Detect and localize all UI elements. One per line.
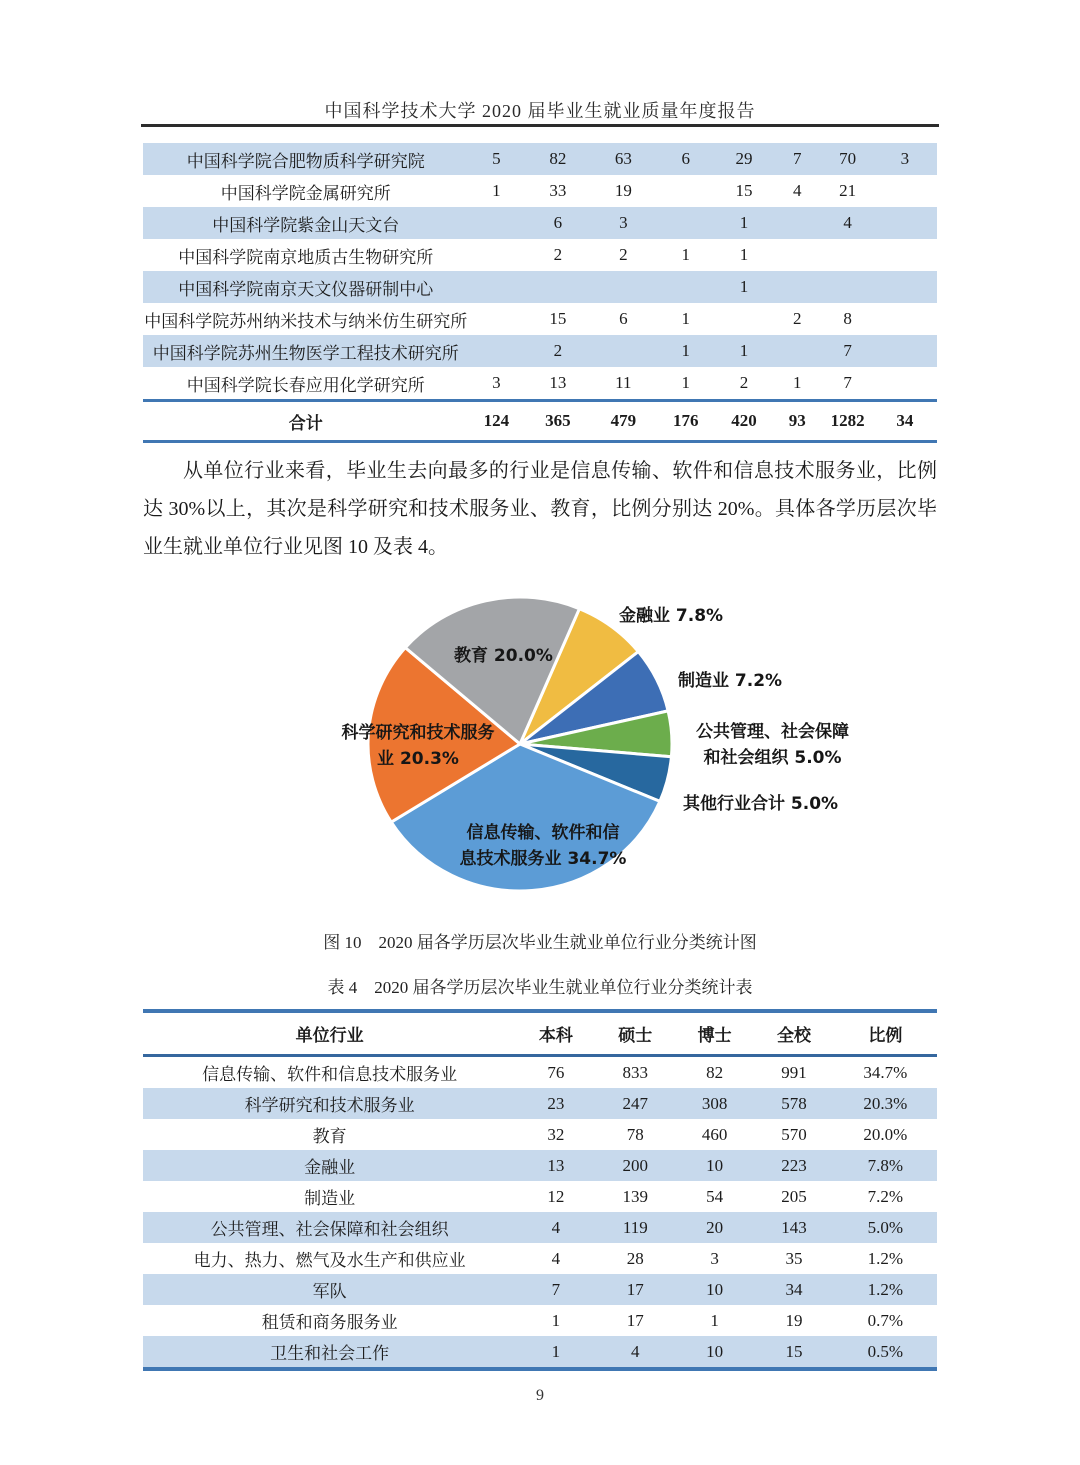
cell: 17 — [596, 1274, 675, 1305]
pie-label-line: 业 20.3% — [377, 749, 459, 769]
cell: 19 — [785, 1310, 803, 1330]
cell — [655, 175, 716, 207]
cell: 4 — [596, 1336, 675, 1369]
cell: 1 — [681, 309, 690, 328]
cell: 13 — [516, 1150, 595, 1181]
industry-name: 科学研究和技术服务业 — [143, 1088, 516, 1119]
cell — [873, 303, 937, 335]
cell: 15 — [754, 1336, 833, 1369]
table-row — [143, 143, 937, 175]
cell: 4 — [516, 1212, 595, 1243]
cell: 23 — [516, 1088, 595, 1119]
industry-name: 租赁和商务服务业 — [261, 1313, 398, 1332]
industry-name: 卫生和社会工作 — [143, 1336, 516, 1369]
pie-label-line: 息技术服务业 34.7% — [459, 849, 627, 869]
column-header: 本科 — [516, 1011, 595, 1056]
cell: 10 — [675, 1150, 754, 1181]
cell — [469, 271, 525, 303]
cell — [469, 207, 525, 239]
cell — [873, 271, 937, 303]
cell: 460 — [701, 1124, 728, 1144]
cell: 139 — [622, 1186, 649, 1206]
cell: 15 — [549, 309, 567, 328]
cell: 2 — [553, 245, 563, 264]
cell — [524, 271, 591, 303]
pie-label — [678, 668, 782, 694]
industry-name: 制造业 — [304, 1189, 356, 1208]
table-row — [143, 1181, 937, 1212]
pie-label-line: 公共管理、社会保障 — [696, 722, 849, 742]
cell: 991 — [781, 1062, 807, 1082]
column-header: 单位行业 — [143, 1011, 516, 1056]
table-row — [143, 1056, 937, 1089]
cell: 6 — [619, 309, 628, 328]
pie-label-line: 制造业 7.2% — [678, 671, 783, 691]
total-row — [143, 401, 937, 442]
cell: 1 — [681, 245, 690, 264]
cell: 205 — [781, 1186, 807, 1206]
cell: 5.0% — [834, 1212, 937, 1243]
cell: 7.2% — [867, 1186, 904, 1206]
table-row — [143, 367, 937, 401]
cell: 365 — [524, 401, 591, 442]
cell: 2 — [739, 373, 749, 392]
industry-name: 军队 — [143, 1274, 516, 1305]
cell: 223 — [754, 1150, 833, 1181]
cell: 1 — [681, 373, 690, 392]
cell — [772, 335, 823, 367]
cell: 21 — [839, 181, 857, 200]
cell — [873, 367, 937, 401]
table-row — [143, 1274, 937, 1305]
cell: 7.8% — [834, 1150, 937, 1181]
cell — [716, 303, 772, 335]
cell: 54 — [706, 1186, 724, 1206]
cell — [873, 207, 937, 239]
cell: 29 — [716, 143, 772, 175]
cell: 0.5% — [834, 1336, 937, 1369]
cell: 1.2% — [867, 1248, 904, 1268]
cell: 10 — [675, 1274, 754, 1305]
institute-name: 中国科学院紫金山天文台 — [143, 207, 469, 239]
table-row — [143, 271, 937, 303]
cell: 124 — [469, 401, 525, 442]
pie-label — [683, 791, 838, 817]
cell: 1 — [655, 335, 716, 367]
cell: 1 — [516, 1336, 595, 1369]
cell: 1 — [739, 245, 749, 264]
header-rule — [141, 124, 939, 127]
cell: 176 — [655, 401, 716, 442]
institutes-table-wrap — [143, 143, 937, 443]
cell: 5 — [469, 143, 525, 175]
table-row — [143, 335, 937, 367]
cell: 1 — [710, 1310, 719, 1330]
cell: 200 — [596, 1150, 675, 1181]
pie-label — [685, 719, 860, 771]
industry-table-header-row — [143, 1011, 937, 1056]
cell: 7 — [823, 335, 873, 367]
institute-name: 中国科学院南京天文仪器研制中心 — [143, 271, 469, 303]
cell: 2 — [619, 245, 628, 264]
pie-label-line: 科学研究和技术服务 — [341, 723, 495, 743]
table-row — [143, 239, 937, 271]
cell: 33 — [549, 181, 567, 200]
cell: 76 — [547, 1062, 565, 1082]
institute-name: 中国科学院苏州纳米技术与纳米仿生研究所 — [144, 311, 468, 331]
table-row — [143, 1119, 937, 1150]
cell: 35 — [785, 1248, 803, 1268]
cell: 34.7% — [863, 1062, 908, 1082]
cell: 32 — [547, 1124, 565, 1144]
cell: 3 — [873, 143, 937, 175]
table-caption: 表 4 2020 届各学历层次毕业生就业单位行业分类统计表 — [327, 978, 753, 997]
cell: 12 — [547, 1186, 565, 1206]
cell: 1 — [492, 181, 501, 200]
column-header: 比例 — [834, 1011, 937, 1056]
pie-label — [443, 820, 643, 872]
industry-table-body — [143, 1056, 937, 1370]
cell — [873, 175, 937, 207]
cell: 28 — [626, 1248, 644, 1268]
pie-label-line: 其他行业合计 5.0% — [683, 794, 839, 814]
cell: 20.3% — [834, 1088, 937, 1119]
institute-name: 中国科学院合肥物质科学研究院 — [143, 143, 469, 175]
cell — [469, 335, 525, 367]
total-label: 合计 — [143, 401, 469, 442]
cell: 78 — [626, 1124, 644, 1144]
industry-name: 教育 — [312, 1127, 347, 1146]
cell: 143 — [754, 1212, 833, 1243]
cell: 420 — [716, 401, 772, 442]
cell: 82 — [706, 1062, 724, 1082]
industry-name: 金融业 — [143, 1150, 516, 1181]
cell: 13 — [549, 373, 567, 392]
cell: 1 — [716, 207, 772, 239]
cell: 19 — [614, 181, 632, 200]
industry-name: 电力、热力、燃气及水生产和供应业 — [193, 1251, 466, 1270]
pie-label — [333, 720, 503, 772]
cell: 3 — [592, 207, 656, 239]
pie-label-line: 信息传输、软件和信 — [466, 823, 620, 843]
cell: 4 — [551, 1248, 561, 1268]
cell: 82 — [524, 143, 591, 175]
cell: 20 — [675, 1212, 754, 1243]
cell — [873, 335, 937, 367]
institutes-table — [143, 143, 937, 443]
table-row — [143, 1305, 937, 1336]
cell — [655, 207, 716, 239]
cell: 3 — [710, 1248, 719, 1268]
cell: 570 — [781, 1124, 807, 1144]
industry-table — [143, 1009, 937, 1371]
cell: 247 — [596, 1088, 675, 1119]
cell: 7 — [516, 1274, 595, 1305]
pie-chart — [143, 575, 937, 920]
cell: 15 — [735, 181, 753, 200]
cell: 0.7% — [867, 1310, 904, 1330]
cell: 7 — [772, 143, 823, 175]
table-row — [143, 1336, 937, 1369]
cell: 479 — [592, 401, 656, 442]
cell — [469, 303, 525, 335]
cell: 1.2% — [834, 1274, 937, 1305]
cell — [592, 335, 656, 367]
cell: 119 — [596, 1212, 675, 1243]
cell: 1282 — [823, 401, 873, 442]
cell: 308 — [675, 1088, 754, 1119]
cell: 3 — [492, 373, 501, 392]
cell — [873, 239, 937, 271]
column-header: 博士 — [675, 1011, 754, 1056]
cell — [655, 271, 716, 303]
cell: 11 — [615, 373, 632, 392]
cell: 93 — [772, 401, 823, 442]
cell: 17 — [626, 1310, 644, 1330]
pie-label-line: 金融业 7.8% — [619, 606, 724, 626]
cell — [823, 239, 873, 271]
cell: 833 — [622, 1062, 649, 1082]
institute-name: 中国科学院金属研究所 — [220, 183, 391, 203]
column-header: 硕士 — [596, 1011, 675, 1056]
cell: 6 — [524, 207, 591, 239]
table-row — [143, 207, 937, 239]
cell: 8 — [843, 309, 852, 328]
cell: 34 — [873, 401, 937, 442]
cell: 4 — [792, 181, 802, 200]
institute-name: 中国科学院长春应用化学研究所 — [186, 375, 425, 395]
industry-name: 公共管理、社会保障和社会组织 — [143, 1212, 516, 1243]
cell: 578 — [754, 1088, 833, 1119]
cell: 34 — [754, 1274, 833, 1305]
cell: 2 — [792, 309, 802, 328]
cell: 63 — [592, 143, 656, 175]
cell: 7 — [843, 373, 852, 392]
table-row — [143, 175, 937, 207]
institute-name: 中国科学院苏州生物医学工程技术研究所 — [143, 335, 469, 367]
cell: 2 — [524, 335, 591, 367]
cell: 4 — [823, 207, 873, 239]
table-row — [143, 303, 937, 335]
pie-label — [619, 603, 723, 629]
pie-label-line: 和社会组织 5.0% — [703, 748, 842, 768]
pie-label-line: 教育 20.0% — [454, 646, 553, 666]
institutes-table-body — [143, 143, 937, 442]
cell — [772, 271, 823, 303]
cell — [772, 239, 823, 271]
cell — [772, 207, 823, 239]
cell — [592, 271, 656, 303]
table-row — [143, 1088, 937, 1119]
cell: 70 — [823, 143, 873, 175]
cell — [469, 239, 525, 271]
table-row — [143, 1150, 937, 1181]
cell: 6 — [655, 143, 716, 175]
pie-label — [454, 643, 553, 669]
cell: 1 — [551, 1310, 561, 1330]
cell: 1 — [716, 271, 772, 303]
column-header: 全校 — [754, 1011, 833, 1056]
page-header-title: 中国科学技术大学 2020 届毕业生就业质量年度报告 — [324, 101, 756, 121]
industry-name: 信息传输、软件和信息技术服务业 — [202, 1065, 458, 1084]
page-number: 9 — [536, 1387, 544, 1404]
cell: 1 — [716, 335, 772, 367]
cell: 1 — [792, 373, 802, 392]
summary-paragraph: 从单位行业来看，毕业生去向最多的行业是信息传输、软件和信息技术服务业，比例达 30%以上，其次是科学研究和技术服务业、教育，比例分别达 20%。具体各学历层次毕业生就业单位行业见图 10 及表 4。 — [143, 460, 937, 558]
table-row — [143, 1243, 937, 1274]
cell: 20.0% — [863, 1124, 908, 1144]
cell — [823, 271, 873, 303]
table-row — [143, 1212, 937, 1243]
institute-name: 中国科学院南京地质古生物研究所 — [178, 247, 434, 267]
industry-table-wrap — [143, 1009, 937, 1371]
cell: 10 — [675, 1336, 754, 1369]
figure-caption: 图 10 2020 届各学历层次毕业生就业单位行业分类统计图 — [323, 933, 757, 952]
